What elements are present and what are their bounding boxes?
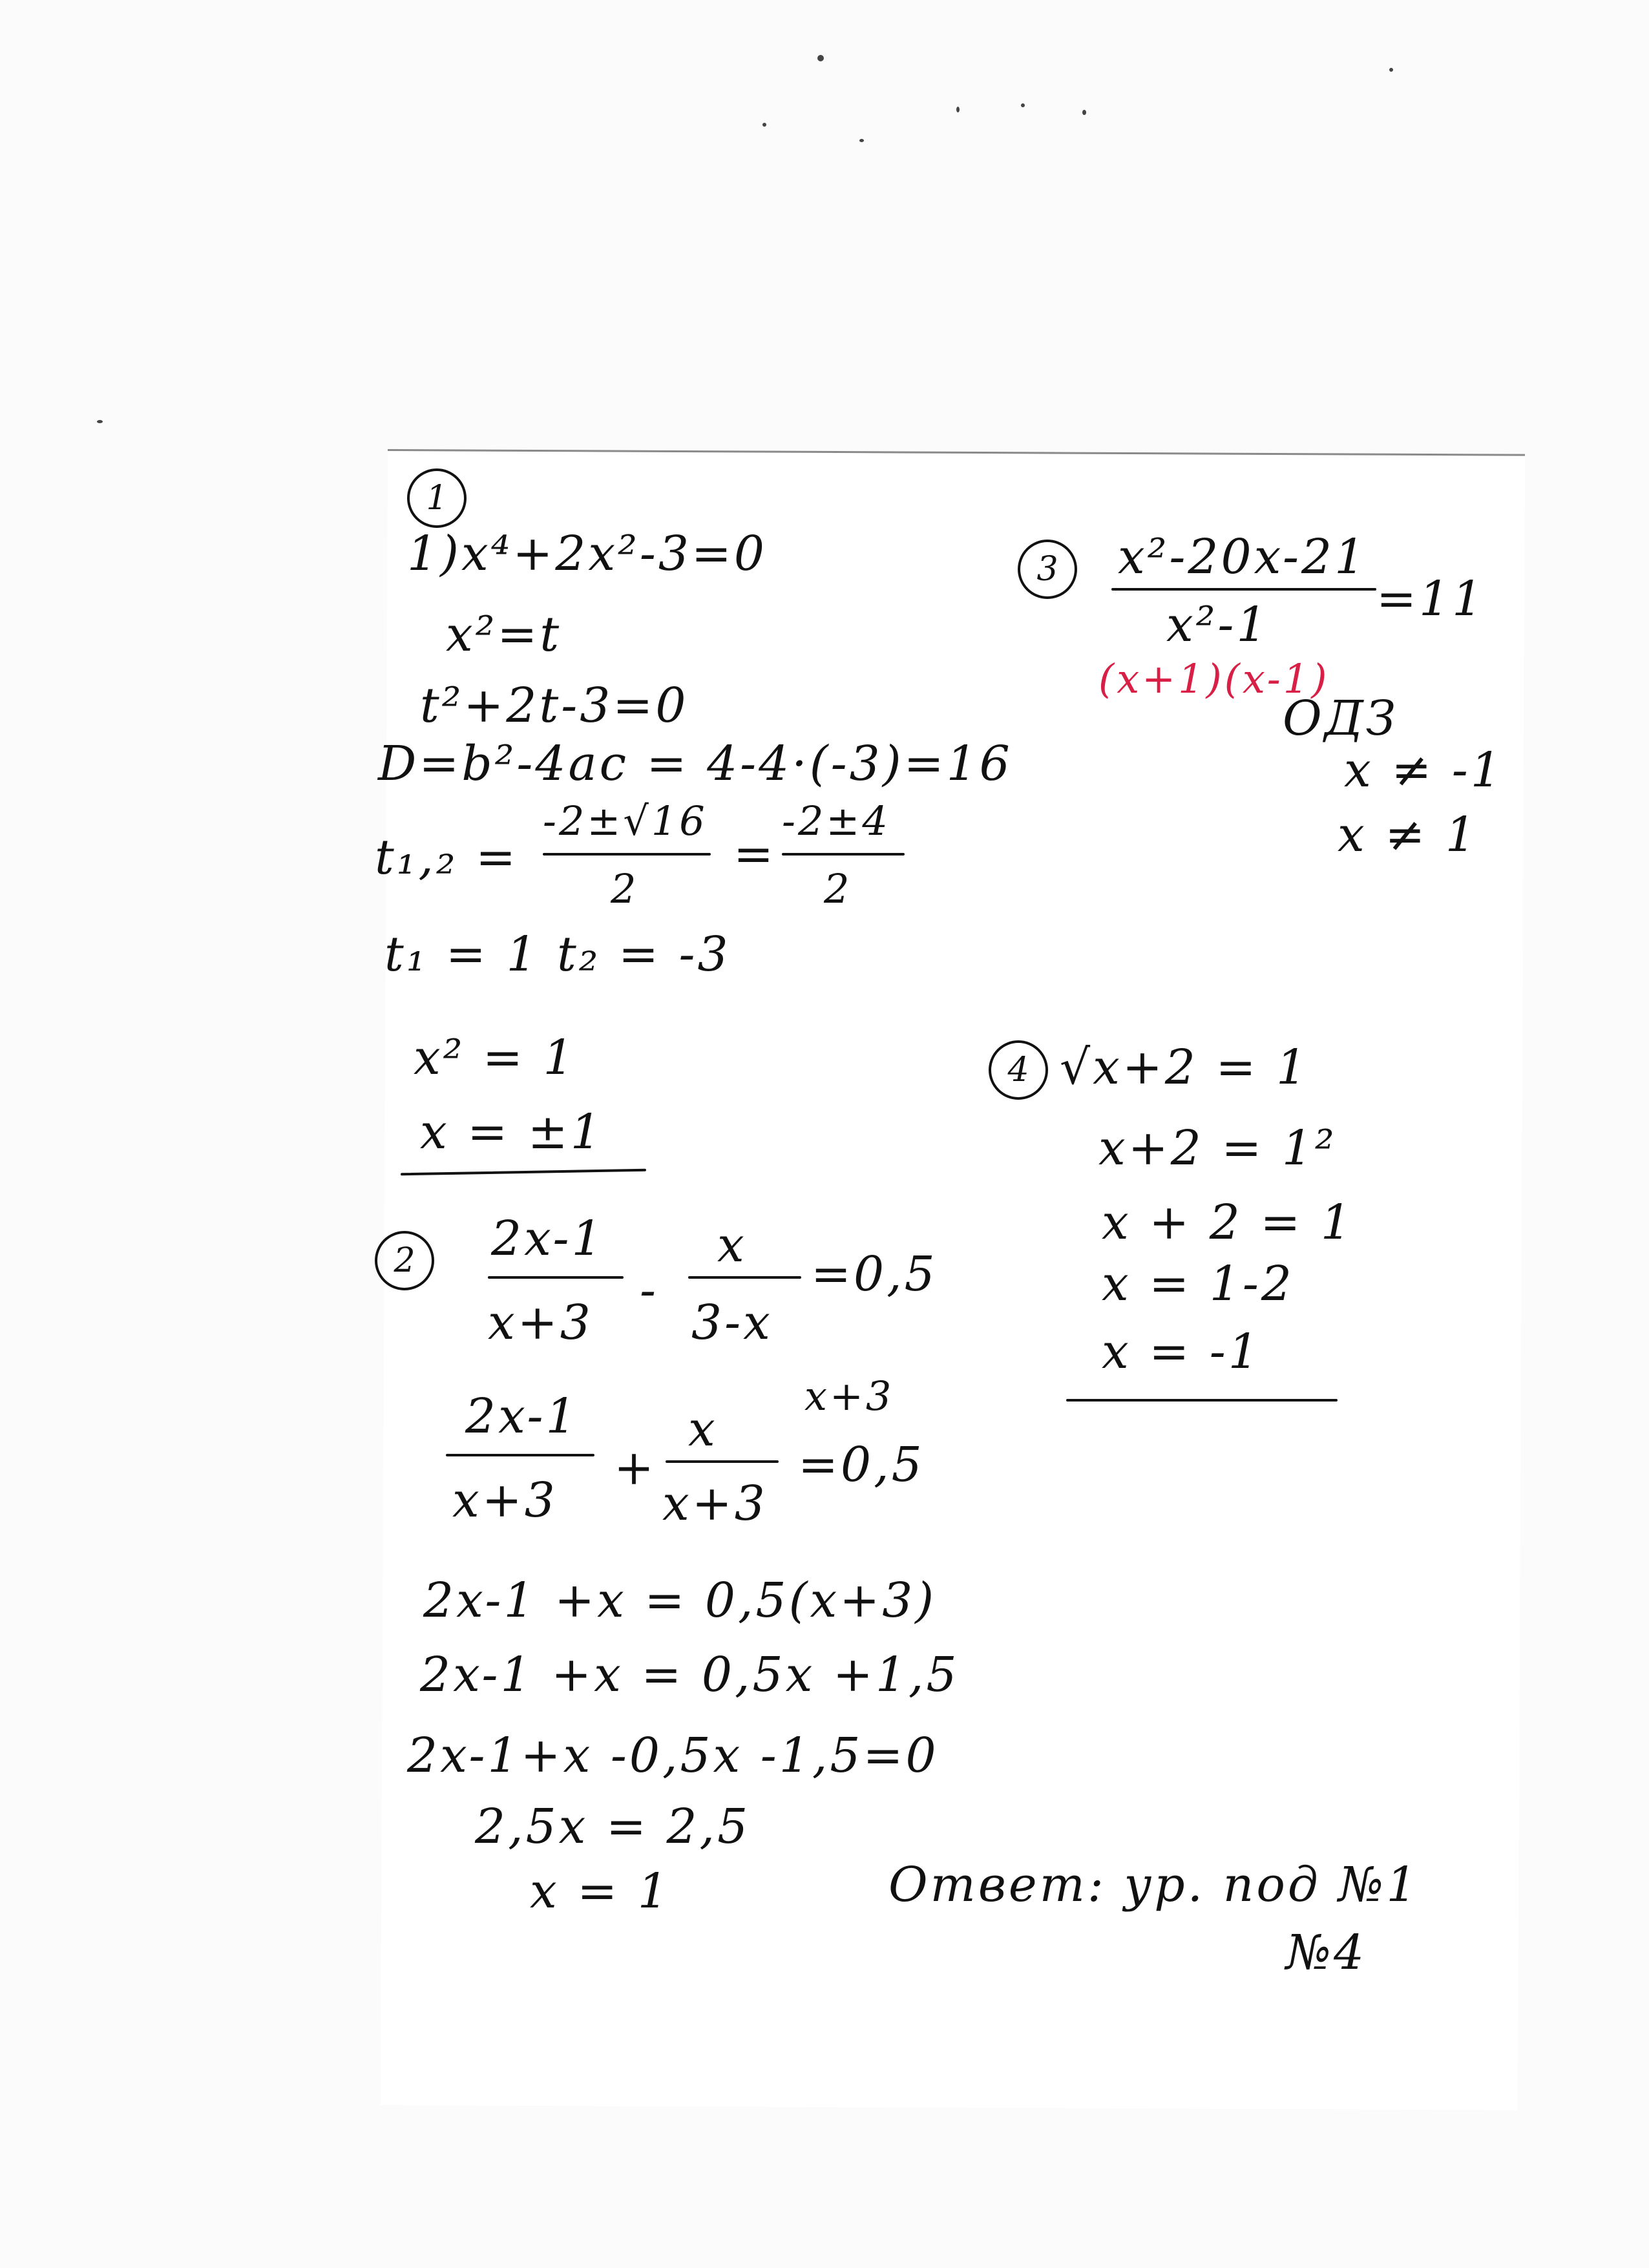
problem1-roots-denominator-simplified: 2 [824,865,852,912]
problem2-step-2: 2x-1 +x = 0,5x +1,5 [420,1647,960,1703]
problem3-numerator: x²-20x-21 [1118,529,1368,585]
problem3-condition-2: x ≠ 1 [1338,807,1478,863]
problem3-right-side: =11 [1376,571,1486,627]
problem4-step-3: x = 1-2 [1102,1256,1294,1312]
problem4-marker: 4 [989,1040,1048,1100]
scan-speck [859,139,864,142]
scan-speck [762,123,766,127]
problem3-condition-1: x ≠ -1 [1344,742,1504,798]
problem1-marker: 1 [407,468,467,528]
scan-speck [817,55,824,61]
problem2-step-1: 2x-1 +x = 0,5(x+3) [423,1573,937,1628]
scan-speck [1021,103,1025,107]
problem2-rewritten-second-bar [666,1460,779,1463]
problem2-step-3: 2x-1+x -0,5x -1,5=0 [407,1728,939,1783]
problem3-marker: 3 [1018,540,1077,599]
problem1-roots-label: t₁,₂ = [375,830,519,885]
problem2-rewritten-second-denominator: x+3 [662,1476,768,1531]
problem3-fraction-bar [1111,588,1376,591]
problem3-domain-label: ОДЗ [1283,691,1398,746]
problem2-first-fraction-bar [488,1276,624,1279]
problem2-rewritten-first-bar [446,1454,594,1456]
scan-speck [1389,68,1393,72]
scan-speck [97,420,103,423]
problem1-roots-denominator: 2 [611,865,639,912]
conclusion-line-1: Ответ: ур. под №1 [888,1857,1420,1913]
problem1-discriminant: D=b²-4ac = 4-4·(-3)=16 [378,736,1013,792]
scan-speck [956,107,960,112]
problem2-rewritten-first-denominator: x+3 [452,1473,558,1528]
problem1-equals: = [733,826,777,882]
problem4-step-1: x+2 = 1² [1098,1120,1337,1176]
problem1-quadratic: t²+2t-3=0 [420,678,689,733]
problem3-factored-denominator: (x+1)(x-1) [1098,655,1330,702]
problem2-rewritten-right-side: =0,5 [798,1437,925,1493]
problem1-back-substitution: x² = 1 [414,1030,576,1086]
problem1-roots-numerator-simplified: -2±4 [782,797,890,845]
conclusion-line-2: №4 [1286,1925,1367,1980]
problem2-plus-sign: + [614,1440,657,1496]
problem2-right-side: =0,5 [811,1246,938,1302]
problem2-common-denominator-note: x+3 [804,1372,894,1420]
problem3-denominator: x²-1 [1166,597,1270,653]
problem4-answer-underline [1066,1399,1338,1402]
scan-speck [1082,110,1086,115]
problem2-first-denominator: x+3 [488,1295,593,1350]
problem2-rewritten-second-numerator: x [688,1402,718,1457]
problem2-answer: x = 1 [530,1864,671,1919]
problem2-second-denominator: 3-x [691,1295,773,1350]
problem2-rewritten-first-numerator: 2x-1 [465,1389,579,1444]
problem2-marker: 2 [375,1231,434,1290]
problem1-roots-numerator: -2±√16 [543,797,708,845]
problem1-substitution: x²=t [446,607,562,662]
problem1-fraction-bar [543,853,711,856]
problem2-first-numerator: 2x-1 [491,1211,605,1266]
problem1-equation: 1)x⁴+2x²-3=0 [407,526,768,582]
problem2-step-4: 2,5x = 2,5 [475,1799,751,1854]
problem2-second-fraction-bar [688,1276,801,1279]
problem1-fraction-bar-2 [782,853,905,856]
problem4-step-2: x + 2 = 1 [1102,1195,1354,1250]
problem2-minus-sign: - [640,1263,659,1318]
problem4-equation: √x+2 = 1 [1060,1040,1310,1095]
problem2-second-numerator: x [717,1217,747,1273]
problem1-root-values: t₁ = 1 t₂ = -3 [384,927,731,982]
problem1-answer: x = ±1 [420,1104,604,1160]
problem4-answer: x = -1 [1102,1324,1261,1380]
